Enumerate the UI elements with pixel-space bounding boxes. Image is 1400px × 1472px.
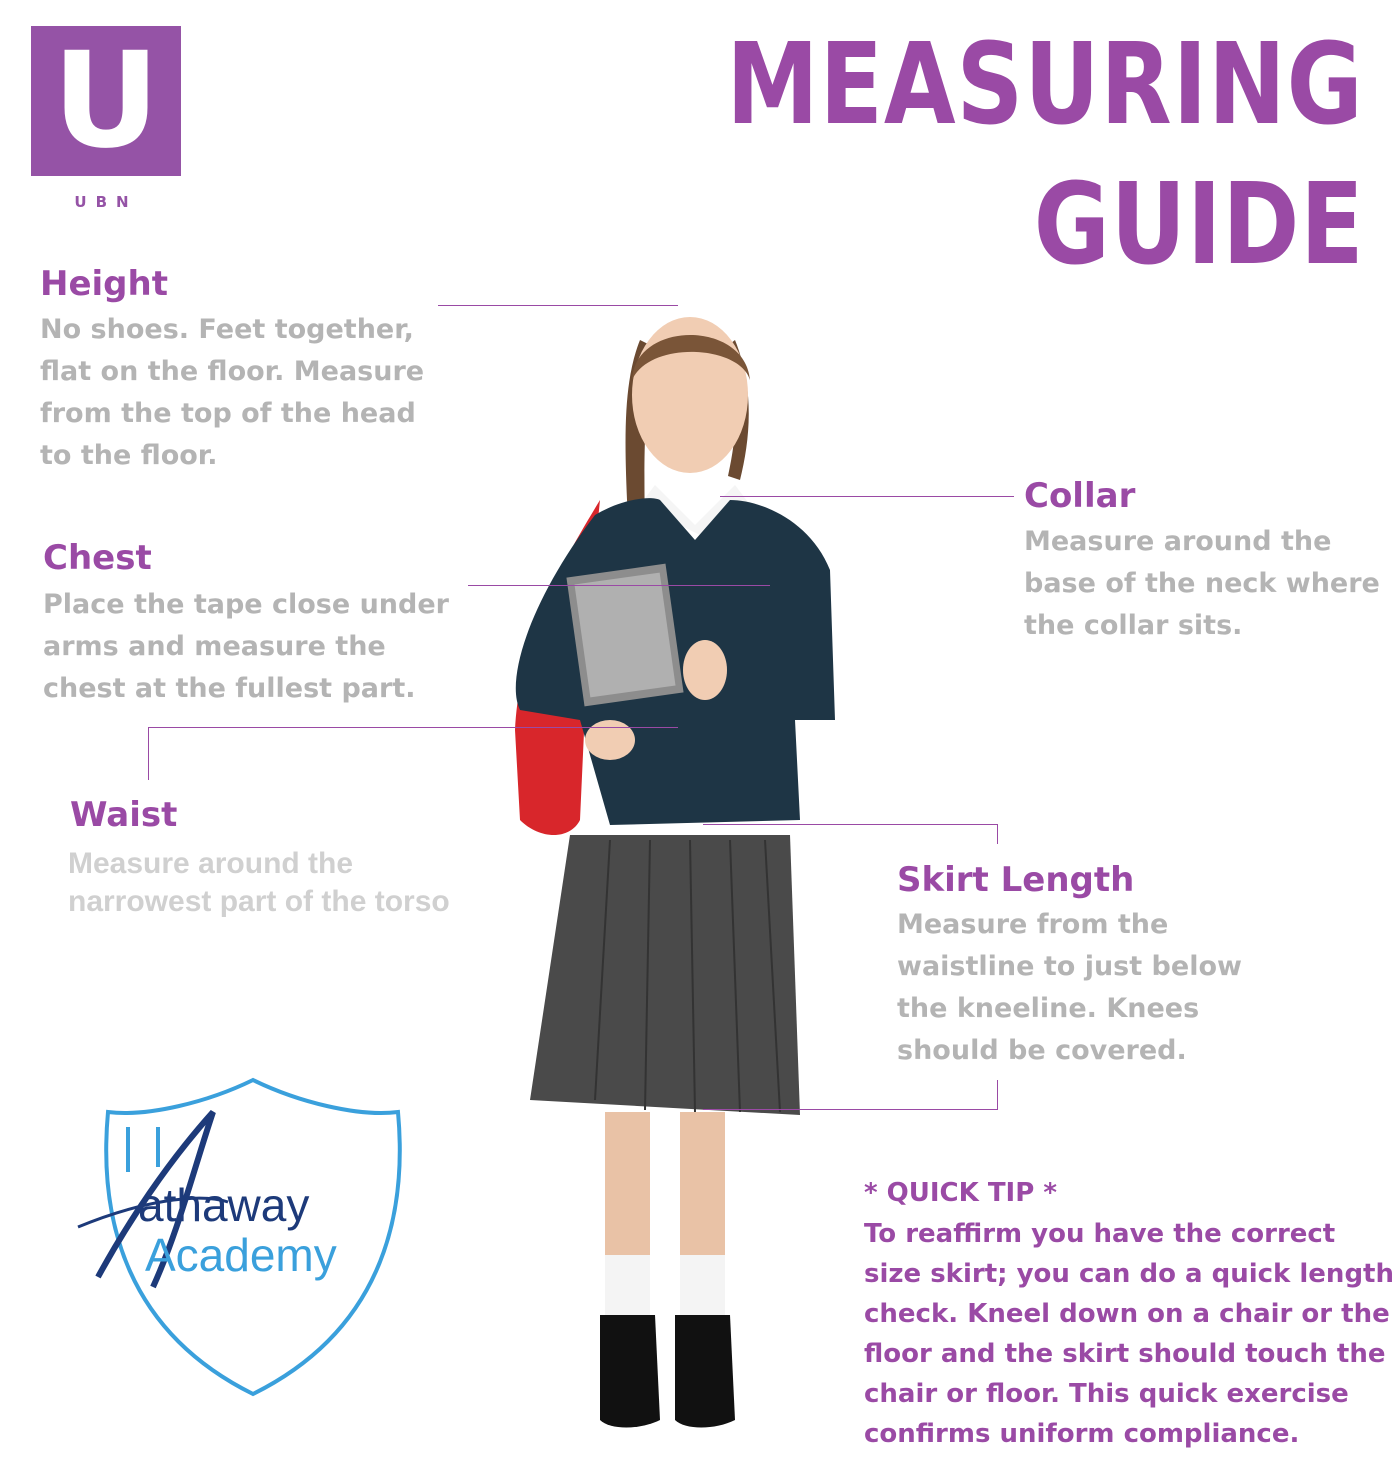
height-text-line: flat on the floor. Measure	[40, 356, 425, 387]
waist-text-line: Measure around the	[68, 847, 354, 880]
waist-pointer-line	[148, 727, 678, 728]
collar-heading: Collar	[1024, 476, 1136, 516]
skirt-top-pointer-line	[703, 824, 998, 825]
skirt-text-line: Measure from the	[897, 909, 1169, 940]
skirt-text	[897, 904, 1242, 1072]
brand-logo-caption: UBN	[74, 193, 138, 211]
skirt-text-line: should be covered.	[897, 1035, 1187, 1066]
collar-text-line: the collar sits.	[1024, 610, 1243, 641]
skirt-bottom-pointer-line	[703, 1109, 998, 1110]
school-name-line-2: Academy	[145, 1229, 337, 1281]
waist-heading: Waist	[70, 795, 178, 835]
collar-text-line: base of the neck where	[1024, 568, 1380, 599]
collar-text-line: Measure around the	[1024, 526, 1332, 557]
skirt-bottom-pointer-vertical	[997, 1080, 998, 1110]
collar-text	[1024, 521, 1380, 647]
chest-pointer-line	[468, 585, 770, 586]
student-illustration	[500, 300, 860, 1440]
height-heading: Height	[40, 264, 168, 304]
chest-text-line: chest at the fullest part.	[43, 673, 416, 704]
chest-text-line: arms and measure the	[43, 631, 386, 662]
quick-tip-line: chair or floor. This quick exercise	[864, 1379, 1349, 1409]
waist-text	[68, 845, 450, 921]
school-name-line-1: athaway	[138, 1179, 310, 1231]
skirt-heading: Skirt Length	[897, 860, 1135, 900]
quick-tip-line: To reaffirm you have the correct	[864, 1219, 1336, 1249]
quick-tip-line: confirms uniform compliance.	[864, 1419, 1300, 1449]
quick-tip-heading: * QUICK TIP *	[864, 1178, 1057, 1208]
quick-tip-line: floor and the skirt should touch the	[864, 1339, 1386, 1369]
height-pointer-line	[438, 305, 678, 306]
chest-heading: Chest	[43, 538, 152, 578]
collar-pointer-line	[720, 496, 1014, 497]
skirt-text-line: the kneeline. Knees	[897, 993, 1200, 1024]
waist-text-line: narrowest part of the torso	[68, 885, 450, 918]
height-text	[40, 309, 424, 477]
page-title-line-2: GUIDE	[1033, 160, 1364, 290]
quick-tip-line: check. Kneel down on a chair or the	[864, 1299, 1390, 1329]
page-title-line-1: MEASURING	[726, 20, 1364, 150]
height-text-line: No shoes. Feet together,	[40, 314, 414, 345]
height-text-line: from the top of the head	[40, 398, 416, 429]
quick-tip-line: size skirt; you can do a quick length	[864, 1259, 1394, 1289]
height-text-line: to the floor.	[40, 440, 218, 471]
quick-tip-text	[864, 1214, 1394, 1454]
waist-pointer-vertical	[148, 727, 149, 780]
skirt-text-line: waistline to just below	[897, 951, 1242, 982]
chest-text	[43, 584, 449, 710]
skirt-top-pointer-vertical	[997, 824, 998, 844]
chest-text-line: Place the tape close under	[43, 589, 449, 620]
brand-logo-letter: U	[52, 24, 160, 178]
